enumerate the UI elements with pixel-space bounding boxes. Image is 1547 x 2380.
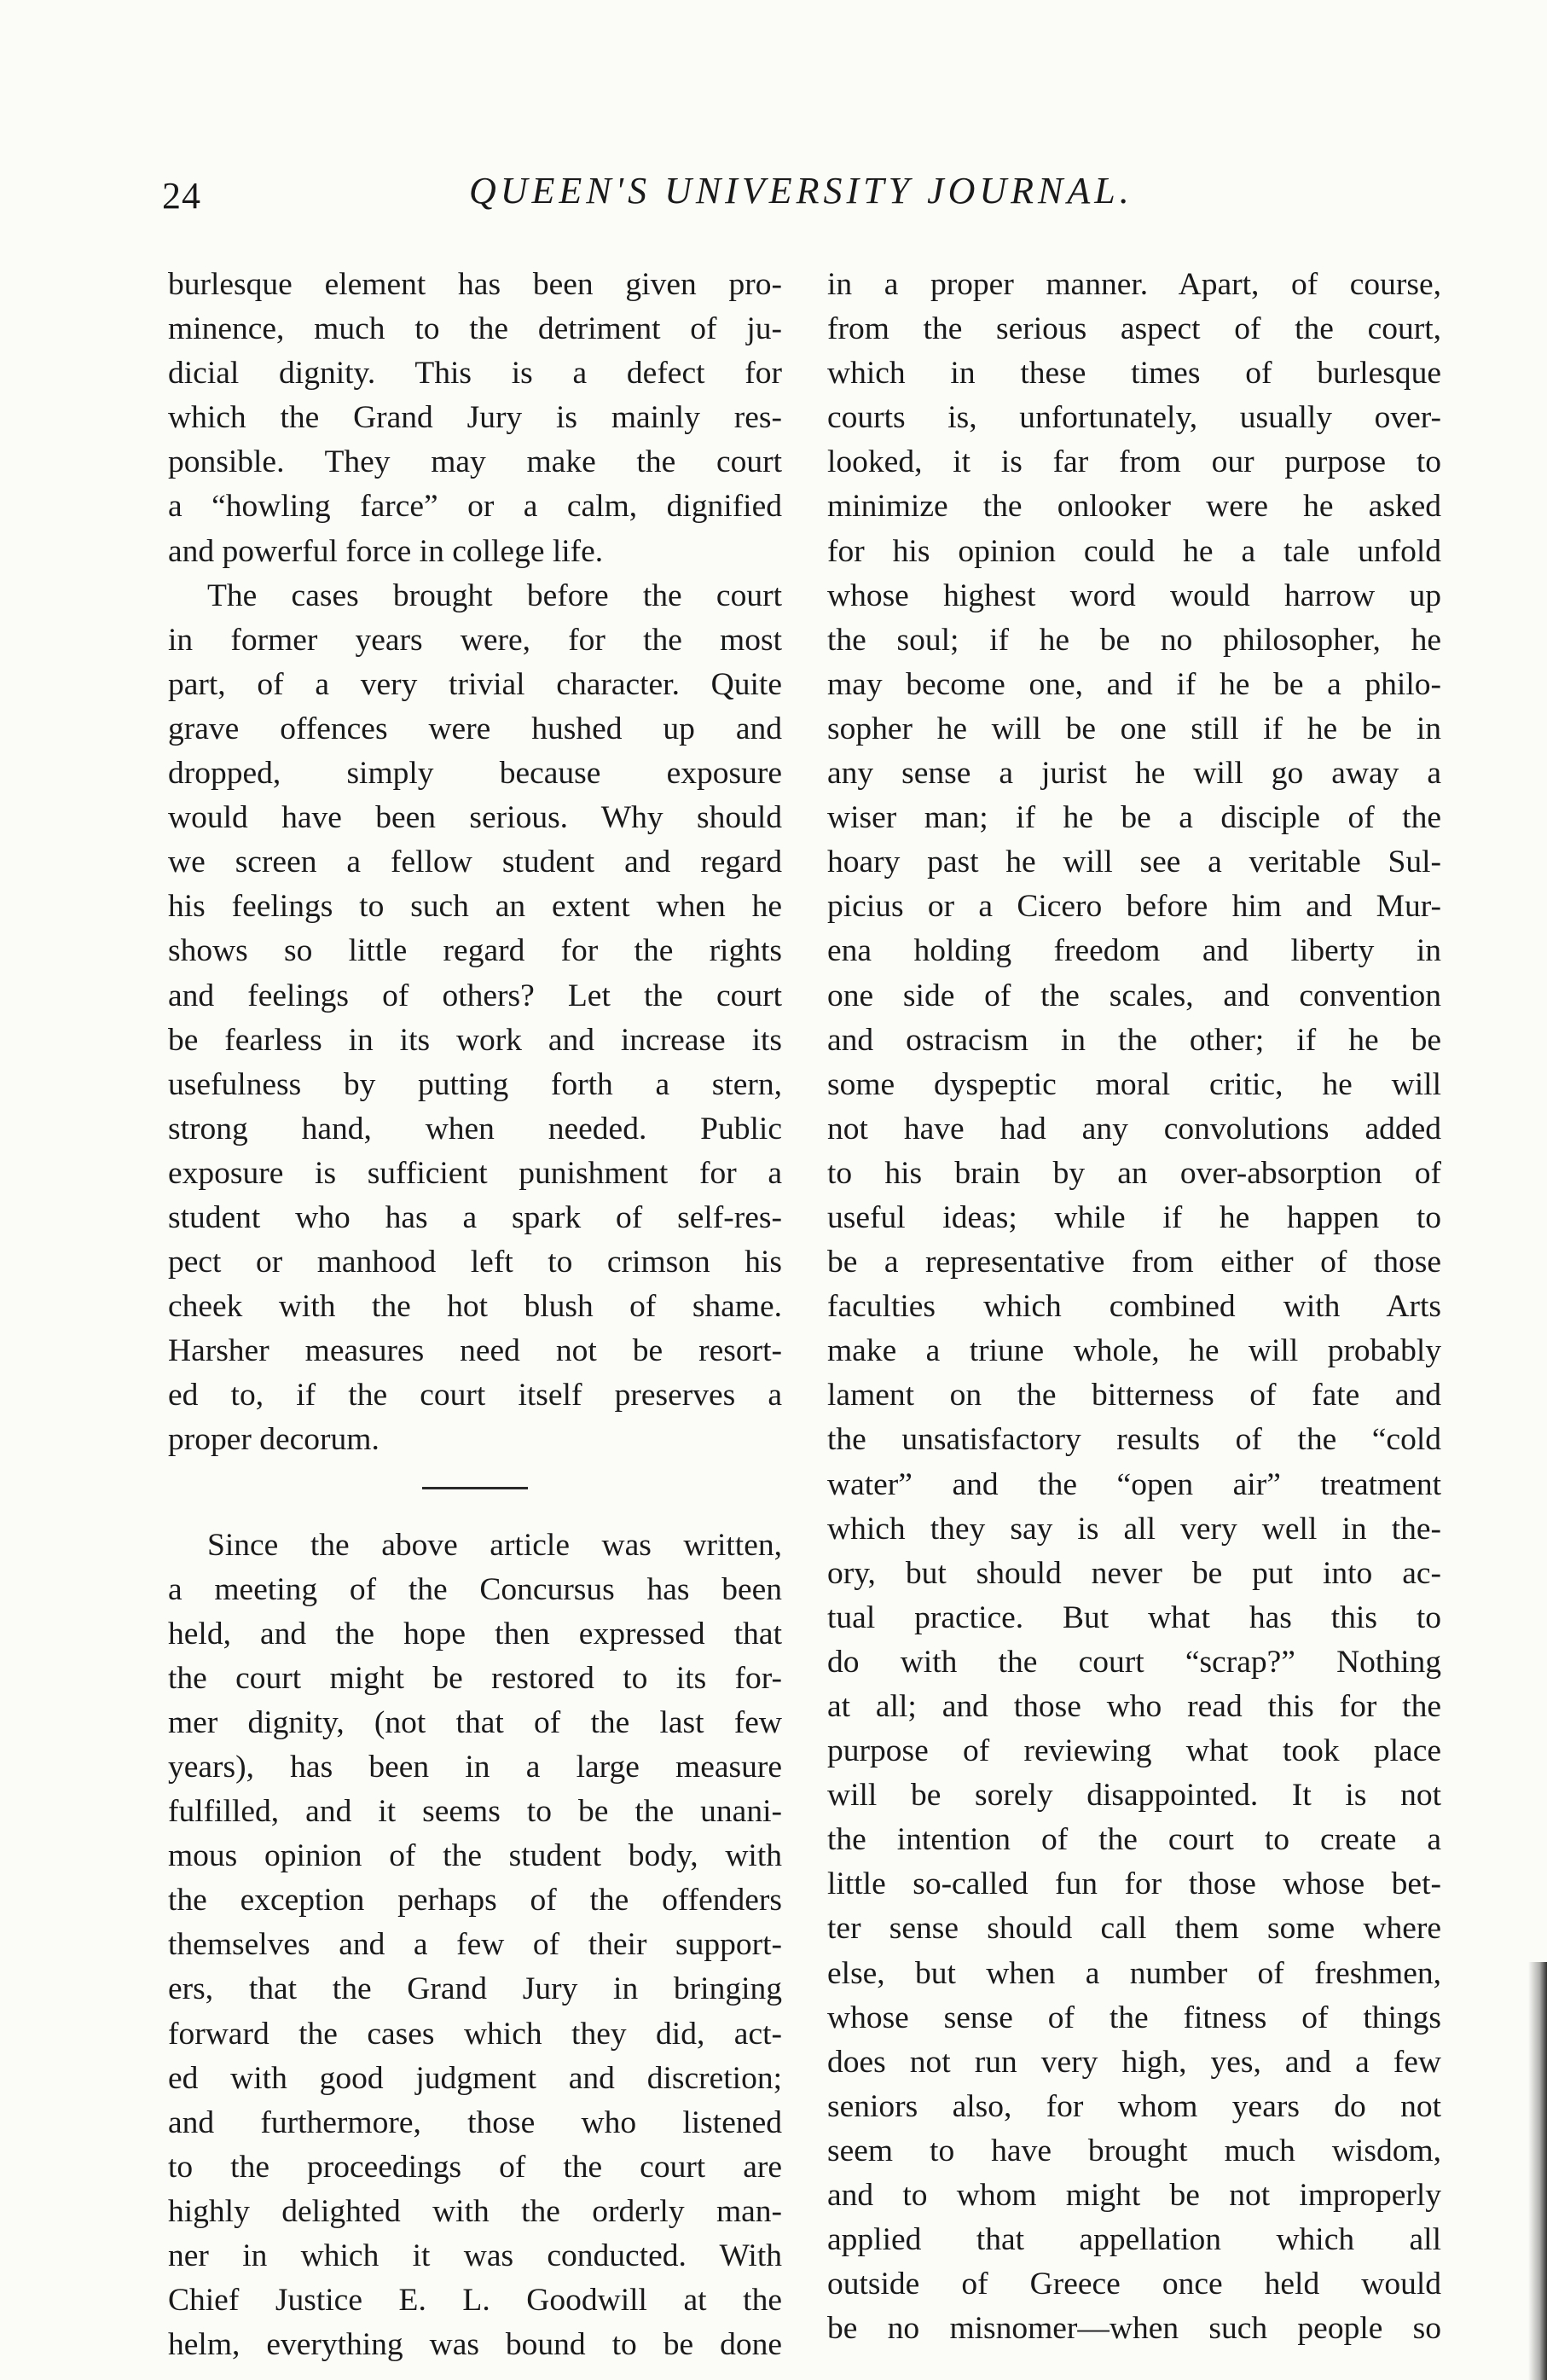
text-line: ers, that the Grand Jury in bringing [168,1971,782,2007]
text-line: minimize the onlooker were he asked [827,489,1441,525]
text-line: be a representative from either of those [827,1245,1441,1280]
text-line: ner in which it was conducted. With [168,2238,782,2274]
text-line: some dyspeptic moral critic, he will [827,1066,1441,1102]
running-head: QUEEN'S UNIVERSITY JOURNAL. [469,170,1133,212]
text-line: pect or manhood left to crimson his [168,1245,782,1280]
page-header [162,169,1441,229]
text-line: lament on the bitterness of fate and [827,1378,1441,1413]
text-line: mer dignity, (not that of the last few [168,1704,782,1740]
text-line: looked, it is far from our purpose to [827,444,1441,480]
text-line: sopher he will be one still if he be in [827,711,1441,746]
text-line: purpose of reviewing what took place [827,1733,1441,1769]
text-line: and powerful force in college life. [168,533,604,569]
text-line: ed with good judgment and discretion; [168,2060,782,2096]
text-line: Since the above article was written, [207,1527,782,1563]
text-line: forward the cases which they did, act- [168,2016,782,2052]
text-line: shows so little regard for the rights [168,933,782,969]
text-line: outside of Greece once held would [827,2267,1441,2302]
page-number: 24 [162,175,201,217]
text-line: burlesque element has been given pro- [168,267,782,302]
text-line: strong hand, when needed. Public [168,1111,782,1146]
text-line: in former years were, for the most [168,622,782,658]
text-line: one side of the scales, and convention [827,978,1441,1013]
paragraph-1 [168,263,782,574]
text-line: to his brain by an over-absorption of [827,1155,1441,1191]
text-line: grave offences were hushed up and [168,711,782,746]
text-line: ed to, if the court itself preserves a [168,1378,782,1413]
text-line: which the Grand Jury is mainly res- [168,400,782,436]
text-line: be fearless in its work and increase its [168,1022,782,1058]
text-line: and feelings of others? Let the court [168,978,782,1013]
text-line: usefulness by putting forth a stern, [168,1066,782,1102]
text-line: water” and the “open air” treatment [827,1466,1441,1502]
paragraph-3 [168,1524,782,2368]
text-line: part, of a very trivial character. Quite [168,666,782,702]
text-line: helm, everything was bound to be done [168,2327,782,2363]
text-line: make a triune whole, he will probably [827,1333,1441,1369]
text-line: highly delighted with the orderly man- [168,2193,782,2229]
text-line: the exception perhaps of the offenders [168,1883,782,1919]
text-line: not have had any convolutions added [827,1111,1441,1146]
text-line: would have been serious. Why should [168,800,782,836]
text-line: does not run very high, yes, and a few [827,2044,1441,2080]
text-line: Chief Justice E. L. Goodwill at the [168,2283,782,2319]
text-line: student who has a spark of self-res- [168,1199,782,1235]
text-line: minence, much to the detriment of ju- [168,311,782,347]
text-line: useful ideas; while if he happen to [827,1199,1441,1235]
text-line: which in these times of burlesque [827,356,1441,392]
text-line: hoary past he will see a veritable Sul- [827,845,1441,880]
right-column [827,263,1441,2351]
text-line: tual practice. But what has this to [827,1599,1441,1635]
text-line: fulfilled, and it seems to be the unani- [168,1794,782,1830]
text-line: at all; and those who read this for the [827,1689,1441,1724]
text-line: years), has been in a large measure [168,1750,782,1785]
text-line: exposure is sufficient punishment for a [168,1155,782,1191]
text-line: dropped, simply because exposure [168,756,782,792]
text-line: wiser man; if he be a disciple of the [827,800,1441,836]
text-line: mous opinion of the student body, with [168,1838,782,1874]
text-line: his feelings to such an extent when he [168,889,782,925]
text-line: seniors also, for whom years do not [827,2088,1441,2124]
text-line: will be sorely disappointed. It is not [827,1778,1441,1814]
text-line: for his opinion could he a tale unfold [827,533,1441,569]
text-line: else, but when a number of freshmen, [827,1955,1441,1991]
text-line: and ostracism in the other; if he be [827,1022,1441,1058]
text-line: faculties which combined with Arts [827,1289,1441,1325]
text-line: to the proceedings of the court are [168,2149,782,2185]
text-line: may become one, and if he be a philo- [827,666,1441,702]
text-line: do with the court “scrap?” Nothing [827,1644,1441,1680]
text-line: any sense a jurist he will go away a [827,756,1441,792]
text-line: little so-called fun for those whose bet- [827,1866,1441,1902]
text-line: seem to have brought much wisdom, [827,2133,1441,2168]
text-line: a “howling farce” or a calm, dignified [168,489,782,525]
text-line: ena holding freedom and liberty in [827,933,1441,969]
section-divider [422,1487,528,1489]
text-line: the court might be restored to its for- [168,1660,782,1696]
text-line: ory, but should never be put into ac- [827,1555,1441,1591]
text-line: the intention of the court to create a [827,1822,1441,1858]
text-line: cheek with the hot blush of shame. [168,1289,782,1325]
text-line: The cases brought before the court [207,578,782,613]
text-line: in a proper manner. Apart, of course, [827,267,1441,302]
text-line: picius or a Cicero before him and Mur- [827,889,1441,925]
text-line: be no misnomer—when such people so [827,2311,1441,2347]
text-line: a meeting of the Concursus has been [168,1571,782,1607]
text-line: dicial dignity. This is a defect for [168,356,782,392]
text-line: ponsible. They may make the court [168,444,782,480]
text-line: Harsher measures need not be resort- [168,1333,782,1369]
text-line: applied that appellation which all [827,2222,1441,2258]
text-line: courts is, unfortunately, usually over- [827,400,1441,436]
text-line: from the serious aspect of the court, [827,311,1441,347]
text-line: and furthermore, those who listened [168,2104,782,2140]
paragraph-2 [168,574,782,1463]
text-line: held, and the hope then expressed that [168,1616,782,1651]
text-line: the soul; if he be no philosopher, he [827,622,1441,658]
text-line: whose sense of the fitness of things [827,2000,1441,2035]
text-line: we screen a fellow student and regard [168,845,782,880]
text-line: ter sense should call them some where [827,1911,1441,1947]
left-column [168,263,782,2367]
text-line: themselves and a few of their support- [168,1927,782,1963]
page-edge-shadow [1528,1962,1547,2380]
text-line: which they say is all very well in the- [827,1511,1441,1547]
text-line: and to whom might be not improperly [827,2178,1441,2214]
text-line: the unsatisfactory results of the “cold [827,1422,1441,1458]
text-line: whose highest word would harrow up [827,578,1441,613]
text-line: proper decorum. [168,1422,380,1458]
